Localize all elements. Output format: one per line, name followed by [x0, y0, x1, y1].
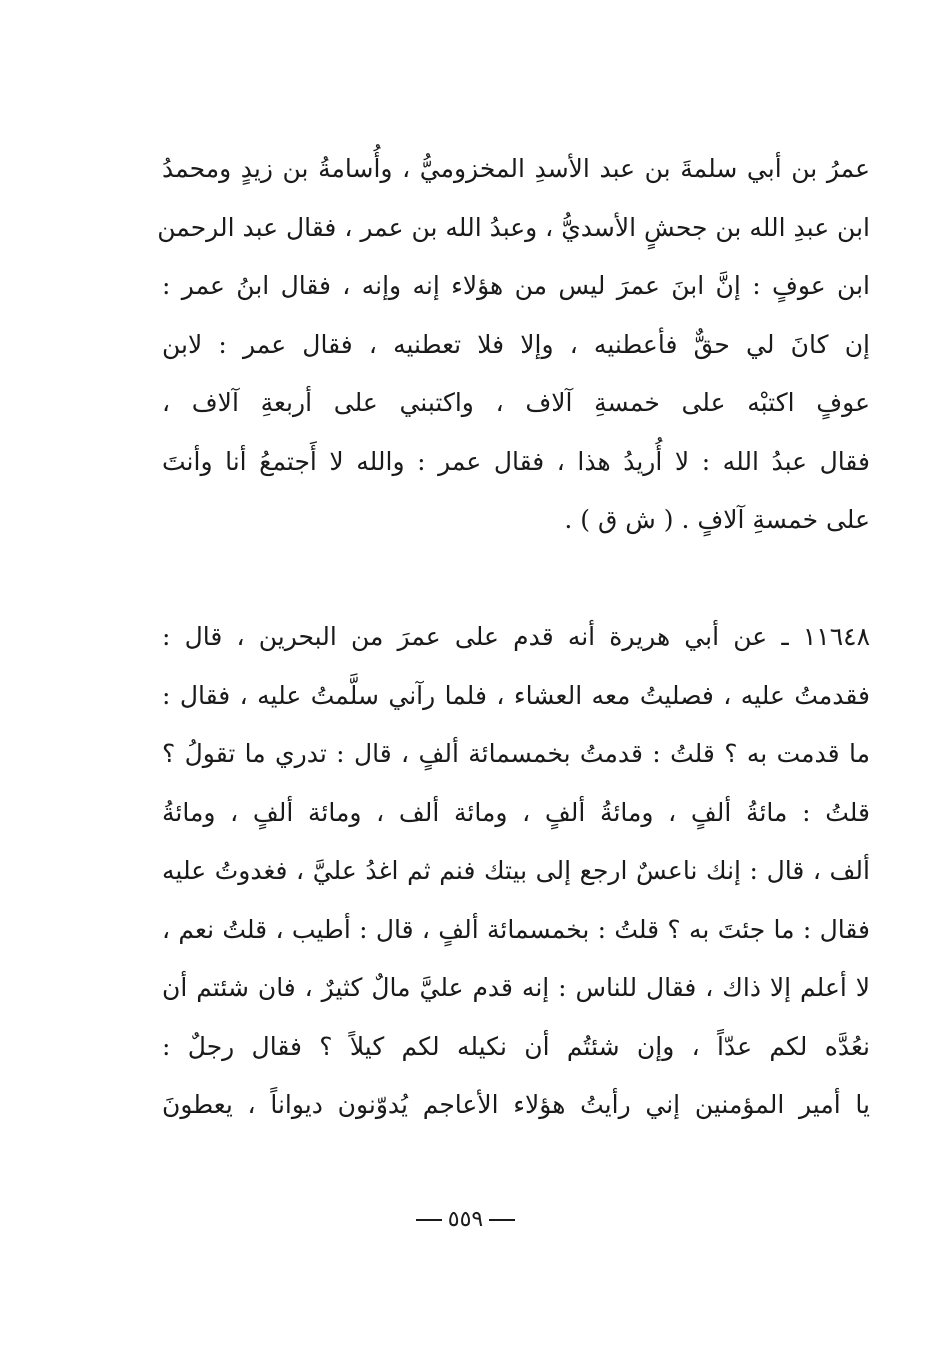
text-line: عمرُ بن أبي سلمةَ بن عبد الأسدِ المخزوميُّ ، وأُسامةُ بن زيدٍ ومحمدُ — [162, 154, 870, 183]
page-number-value: ٥٥٩ — [447, 1207, 484, 1232]
text-line: على خمسةِ آلافٍ . ( ش ق ) . — [564, 505, 870, 534]
text-line: ألف ، قال : إنك ناعسٌ ارجع إلى بيتك فنم ثم اغدُ عليَّ ، فغدوتُ عليه — [162, 856, 870, 885]
text-line: عوفٍ اكتبْه على خمسةِ آلاف ، واكتبني على أربعةِ آلاف ، — [162, 388, 870, 417]
text-line: إن كانَ لي حقٌّ فأعطنيه ، وإلا فلا تعطنيه ، فقال عمر : لابن — [162, 329, 870, 359]
text-line: فقدمتُ عليه ، فصليتُ معه العشاء ، فلما رآني سلَّمتُ عليه ، فقال : — [162, 680, 870, 710]
text-line: يا أمير المؤمنين إني رأيتُ هؤلاء الأعاجم يُدوّنون ديواناً ، يعطونَ — [162, 1090, 870, 1119]
text-line: نعُدَّه لكم عدّاً ، وإن شئتُم أن نكيله لكم كيلاً ؟ فقال رجلٌ : — [162, 1031, 870, 1061]
text-line: ابن عوفٍ : إنَّ ابنَ عمرَ ليس من هؤلاء إنه وإنه ، فقال ابنُ عمر : — [162, 271, 870, 300]
page-number — [0, 1200, 931, 1240]
text-line: قلتُ : مائةُ ألفٍ ، ومائةُ ألفٍ ، ومائة ألف ، ومائة ألفٍ ، ومائةُ — [162, 797, 870, 827]
text-line: ابن عبدِ الله بن جحشٍ الأسديُّ ، وعبدُ الله بن عمر ، فقال عبد الرحمن — [157, 212, 870, 242]
page-number-dash-right — [416, 1219, 442, 1221]
text-line: لا أعلم إلا ذاك ، فقال للناس : إنه قدم عليَّ مالٌ كثيرٌ ، فان شئتم أن — [162, 973, 870, 1002]
paragraph-1 — [157, 140, 870, 550]
text-line: ما قدمت به ؟ قلتُ : قدمتُ بخمسمائة ألفٍ ، قال : تدري ما تقولُ ؟ — [162, 739, 870, 768]
paragraph-2 — [162, 608, 870, 1135]
page-number-dash-left — [489, 1219, 515, 1221]
text-line: فقال : ما جئتَ به ؟ قلتُ : بخمسمائة ألفٍ ، قال : أطيب ، قلتُ نعم ، — [162, 914, 870, 944]
text-line: فقال عبدُ الله : لا أُريدُ هذا ، فقال عمر : والله لا أَجتمعُ أنا وأنتَ — [162, 446, 870, 476]
text-line: ١١٦٤٨ ـ عن أبي هريرة أنه قدم على عمرَ من البحرين ، قال : — [162, 622, 870, 651]
